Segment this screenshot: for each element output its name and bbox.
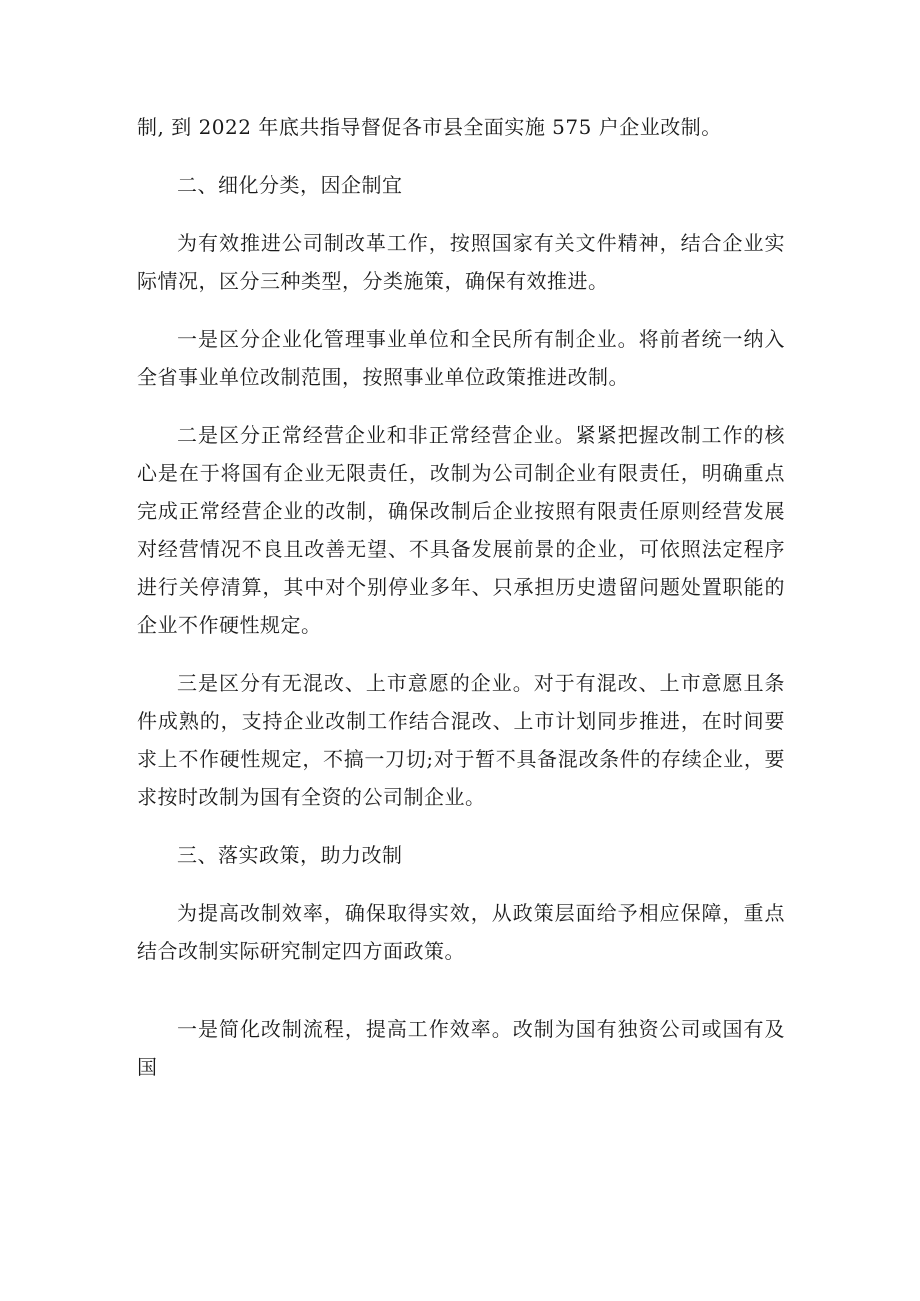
paragraph-policy-one: 一是简化改制流程，提高工作效率。改制为国有独资公司或国有及国	[137, 1017, 785, 1079]
section-heading-2: 二、细化分类，因企制宜	[177, 173, 403, 197]
paragraph-intro-policy: 为提高改制效率，确保取得实效，从政策层面给予相应保障，重点结合改制实际研究制定四方面政策。	[137, 901, 785, 963]
paragraph-type-two: 二是区分正常经营企业和非正常经营企业。紧紧把握改制工作的核心是在于将国有企业无限责任，改制为公司制企业有限责任，明确重点完成正常经营企业的改制，确保改制后企业按照有限责任原则经营发展对经营情况不良且改善无望、不具备发展前景的企业，可依照法定程序进行关停清算，其中对个别停业多年、只承担历史遗留问题处置职能的企业不作硬性规定。	[137, 423, 785, 637]
paragraph-intro-classification: 为有效推进公司制改革工作，按照国家有关文件精神，结合企业实际情况，区分三种类型，分类施策，确保有效推进。	[137, 231, 785, 293]
document-page	[137, 108, 785, 1106]
paragraph-type-one: 一是区分企业化管理事业单位和全民所有制企业。将前者统一纳入全省事业单位改制范围，按照事业单位政策推进改制。	[137, 327, 785, 389]
paragraph-continuation: 制, 到 2022 年底共指导督促各市县全面实施 575 户企业改制。	[137, 115, 722, 139]
paragraph-type-three: 三是区分有无混改、上市意愿的企业。对于有混改、上市意愿且条件成熟的，支持企业改制工作结合混改、上市计划同步推进，在时间要求上不作硬性规定，不搞一刀切;对于暂不具备混改条件的存续企业，要求按时改制为国有全资的公司制企业。	[137, 671, 785, 809]
section-heading-3: 三、落实政策，助力改制	[177, 843, 403, 867]
